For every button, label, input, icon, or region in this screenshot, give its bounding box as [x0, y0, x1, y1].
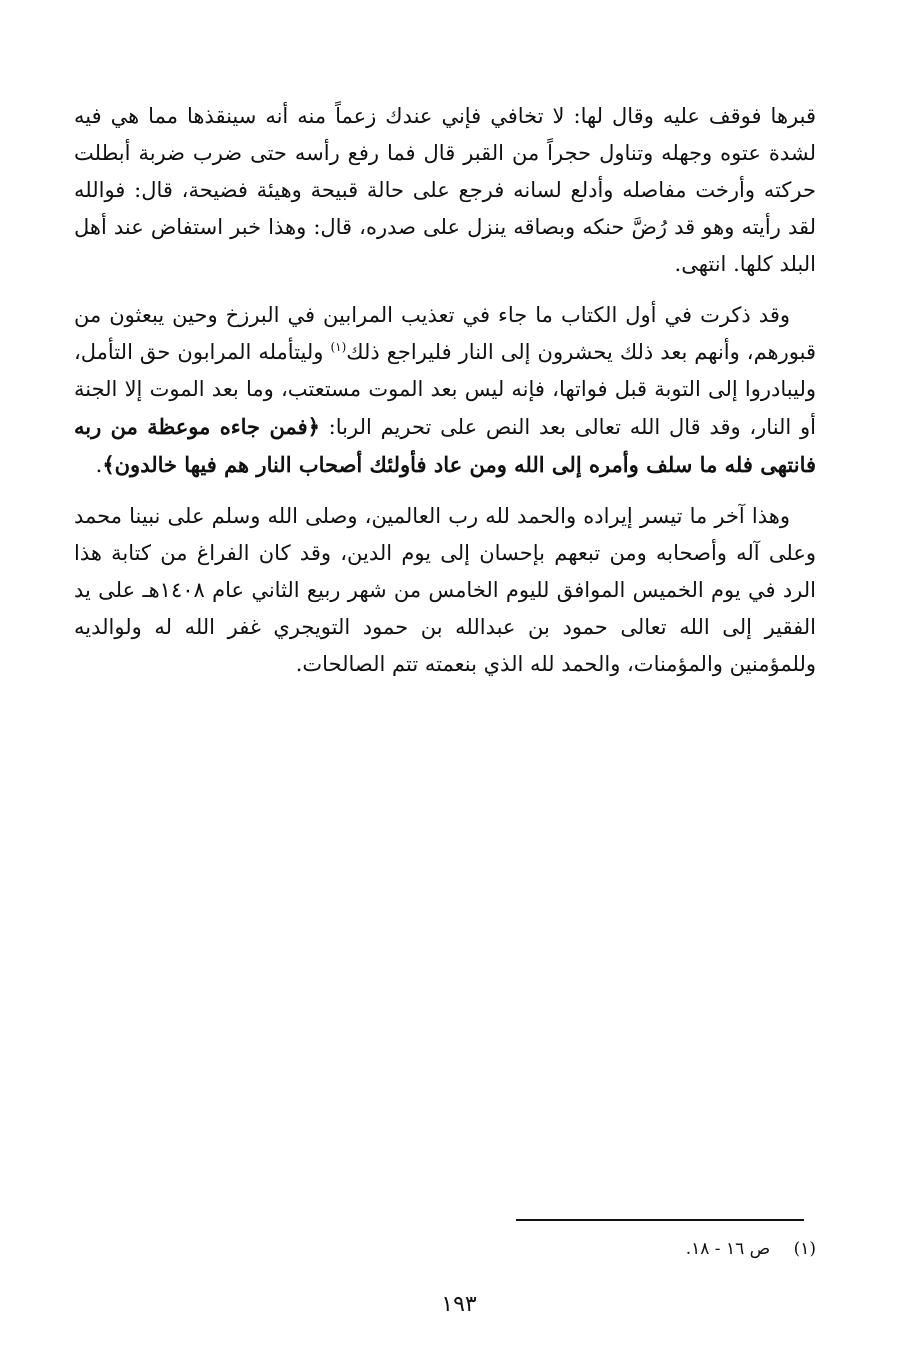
footnote-divider	[516, 1219, 804, 1221]
paragraph-3-text: وهذا آخر ما تيسر إيراده والحمد لله رب العالمين، وصلى الله وسلم على نبينا محمد وعلى آله وأصحابه ومن تبعهم بإحسان إلى يوم الدين، وقد كان الفراغ من كتابة هذا الرد في يوم الخميس الموافق لليوم الخامس من شهر ربيع الثاني عام ١٤٠٨هـ على يد الفقير إلى الله تعالى حمود بن عبدالله بن حمود التويجري غفر الله له ولوالديه وللمؤمنين والمؤمنات، والحمد لله الذي بنعمته تتم الصالحات.	[74, 504, 816, 676]
paragraph-2-text-end: .	[95, 453, 103, 477]
paragraph-3	[74, 498, 816, 683]
paragraph-2-text-start: وقد ذكرت في أول الكتاب ما جاء في تعذيب المرابين في البرزخ وحين يبعثون من قبورهم، وأنهم بعد ذلك يحشرون إلى النار فليراجع ذلك	[74, 303, 816, 364]
footnote-text: ص ١٦ - ١٨.	[685, 1239, 771, 1259]
quran-verse: ﴿فمن جاءه موعظة من ربه فانتهى فله ما سلف وأمره إلى الله ومن عاد فأولئك أصحاب النار هم فيها خالدون﴾	[74, 414, 816, 477]
paragraph-2	[74, 297, 816, 484]
footnote-number: (١)	[793, 1239, 816, 1259]
paragraph-1-text: قبرها فوقف عليه وقال لها: لا تخافي فإني عندك زعماً منه أنه سينقذها مما هي فيه لشدة عتوه وجهله وتناول حجراً من القبر قال فما رفع رأسه حتى ضرب ضربة أبطلت حركته وأرخت مفاصله وأدلع لسانه فرجع على حالة قبيحة وهيئة فضيحة، قال: فوالله لقد رأيته وهو قد رُضَّ حنكه وبصاقه ينزل على صدره، قال: وهذا خبر استفاض عند أهل البلد كلها. انتهى.	[74, 104, 816, 276]
page-number: ١٩٣	[441, 1292, 477, 1317]
footnote	[74, 1236, 816, 1262]
footnote-reference[interactable]: (١)	[330, 340, 347, 354]
paragraph-2-text-middle: وليتأمله المرابون حق التأمل، وليبادروا إلى التوبة قبل فواتها، فإنه ليس بعد الموت مستعتب، وما بعد الموت إلا الجنة أو النار، وقد قال الله تعالى بعد النص على تحريم الربا:	[74, 340, 817, 439]
paragraph-1	[74, 98, 816, 283]
body-text	[74, 98, 816, 697]
